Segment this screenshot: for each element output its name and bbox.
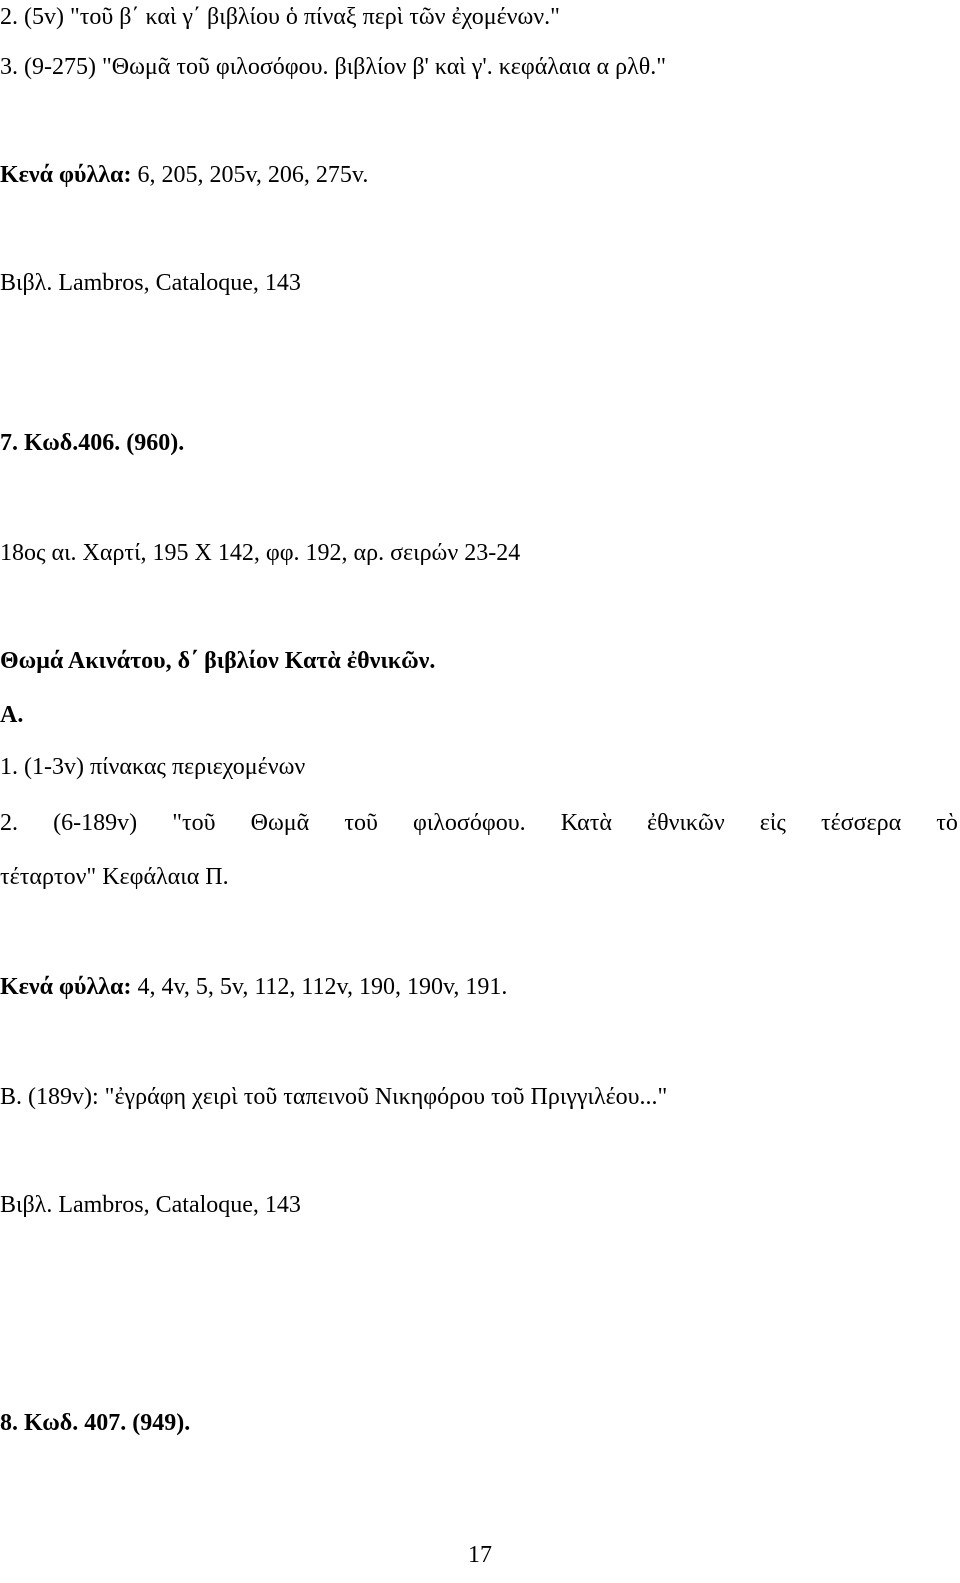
section-marker: Α. [0,702,24,728]
page-number: 17 [468,1542,492,1568]
word: "τοῦ [172,810,216,836]
work-title: Θωμά Ακινάτου, δ΄ βιβλίον Κατὰ ἐθνικῶν. [0,648,436,674]
word: Κατὰ [560,810,612,836]
text-line: 3. (9-275) "Θωμᾶ τοῦ φιλοσόφου. βιβλίον β' καὶ γ'. κεφάλαια α ρλθ." [0,54,667,80]
word: τὸ [936,810,958,836]
word: 2. [0,810,18,836]
word: ἐθνικῶν [647,810,725,836]
blank-leaves-line [0,160,368,190]
word: τέσσερα [820,810,902,836]
blank-leaves-label: Κενά φύλλα: [0,974,132,1000]
word: Θωμᾶ [250,810,310,836]
word: εἰς [759,810,786,836]
colophon-line: Β. (189v): "ἐγράφη χειρὶ τοῦ ταπεινοῦ Νικηφόρου τοῦ Πριγγιλέου..." [0,1084,668,1110]
manuscript-heading: 8. Κωδ. 407. (949). [0,1410,191,1436]
blank-leaves-value: 6, 205, 205v, 206, 275v. [131,162,369,188]
manuscript-heading: 7. Κωδ.406. (960). [0,430,185,456]
blank-leaves-line [0,972,507,1002]
blank-leaves-label: Κενά φύλλα: [0,162,132,188]
blank-leaves-value: 4, 4v, 5, 5v, 112, 112v, 190, 190v, 191. [131,974,508,1000]
text-line: 2. (5v) "τοῦ β΄ καὶ γ΄ βιβλίου ὁ πίναξ περὶ τῶν ἐχομένων." [0,4,560,30]
bibliography-line: Βιβλ. Lambros, Cataloque, 143 [0,270,301,296]
text-line: τέταρτον" Κεφάλαια Π. [0,864,229,890]
text-line: 1. (1-3v) πίνακας περιεχομένων [0,754,306,780]
word: φιλοσόφου. [412,810,526,836]
justified-text-line [0,808,958,838]
bibliography-line: Βιβλ. Lambros, Cataloque, 143 [0,1192,301,1218]
word: (6-189v) [53,810,138,836]
word: τοῦ [344,810,378,836]
manuscript-description: 18ος αι. Χαρτί, 195 Χ 142, φφ. 192, αρ. σειρών 23-24 [0,540,521,566]
